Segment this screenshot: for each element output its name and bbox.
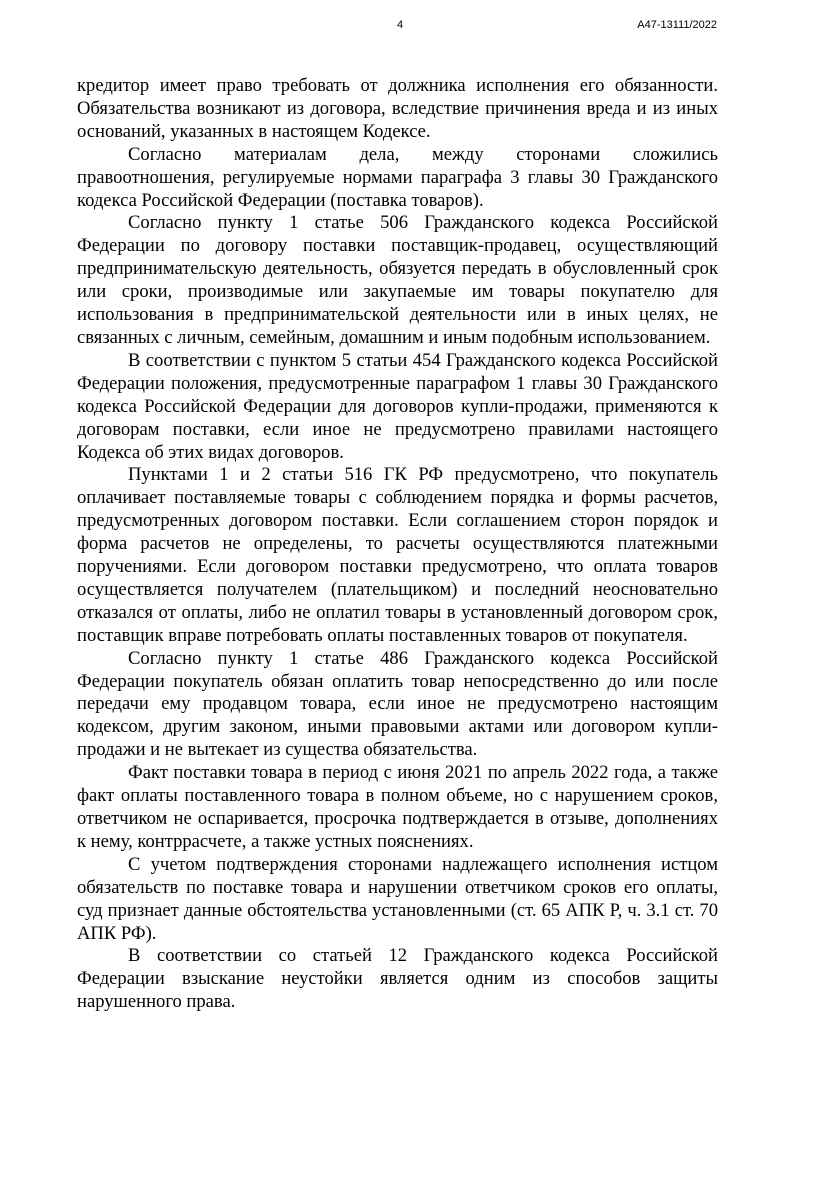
paragraph-article-516: Пунктами 1 и 2 статьи 516 ГК РФ предусмотрено, что покупатель оплачивает поставляемые товары с соблюдением порядка и формы расчетов, предусмотренных договором поставки. Если соглашением сторон порядок и форма расчетов не определены, то расчеты осуществляются платежными поручениями. Если договором поставки предусмотрено, что оплата товаров осуществляется получателем (плательщиком) и последний неосновательно отказался от оплаты, либо не оплатил товары в установленный договором срок, поставщик вправе потребовать оплаты поставленных товаров от покупателя. [77,464,718,646]
paragraph-court-finding: С учетом подтверждения сторонами надлежащего исполнения истцом обязательств по поставке товара и нарушении ответчиком сроков его оплаты, суд признает данные обстоятельства установленными (ст. 65 АПК Р, ч. 3.1 ст. 70 АПК РФ). [77,853,718,944]
paragraph-article-12: В соответствии со статьей 12 Гражданского кодекса Российской Федерации взыскание неустойки является одним из способов защиты нарушенного права. [77,945,718,1013]
paragraph-continuation: кредитор имеет право требовать от должника исполнения его обязанности. Обязательства возникают из договора, вследствие причинения вреда и из иных оснований, указанных в настоящем Кодексе. [77,75,718,142]
paragraph-legal-relations: Согласно материалам дела, между сторонами сложились правоотношения, регулируемые нормами параграфа 3 главы 30 Гражданского кодекса Российской Федерации (поставка товаров). [77,143,718,211]
paragraph-delivery-fact: Факт поставки товара в период с июня 2021 по апрель 2022 года, а также факт оплаты поставленного товара в полном объеме, но с нарушением сроков, ответчиком не оспаривается, просрочка подтверждается в отзыве, дополнениях к нему, контррасчете, а также устных пояснениях. [77,762,718,852]
document-body [77,75,718,1014]
paragraph-article-486: Согласно пункту 1 статье 486 Гражданского кодекса Российской Федерации покупатель обязан оплатить товар непосредственно до или после передачи ему продавцом товара, если иное не предусмотрено настоящим кодексом, другим законом, иными правовыми актами или договором купли-продажи и не вытекает из существа обязательства. [77,647,718,761]
paragraph-article-506: Согласно пункту 1 статье 506 Гражданского кодекса Российской Федерации по договору поставки поставщик-продавец, осуществляющий предпринимательскую деятельность, обязуется передать в обусловленный срок или сроки, производимые или закупаемые им товары покупателю для использования в предпринимательской деятельности или в иных целях, не связанных с личным, семейным, домашним и иным подобным использованием. [77,212,718,348]
paragraph-article-454: В соответствии с пунктом 5 статьи 454 Гражданского кодекса Российской Федерации положения, предусмотренные параграфом 1 главы 30 Гражданского кодекса Российской Федерации для договоров купли-продажи, применяются к договорам поставки, если иное не предусмотрено правилами настоящего Кодекса об этих видах договоров. [77,349,718,463]
page-number: 4 [396,19,404,31]
case-number: А47-13111/2022 [637,19,717,31]
